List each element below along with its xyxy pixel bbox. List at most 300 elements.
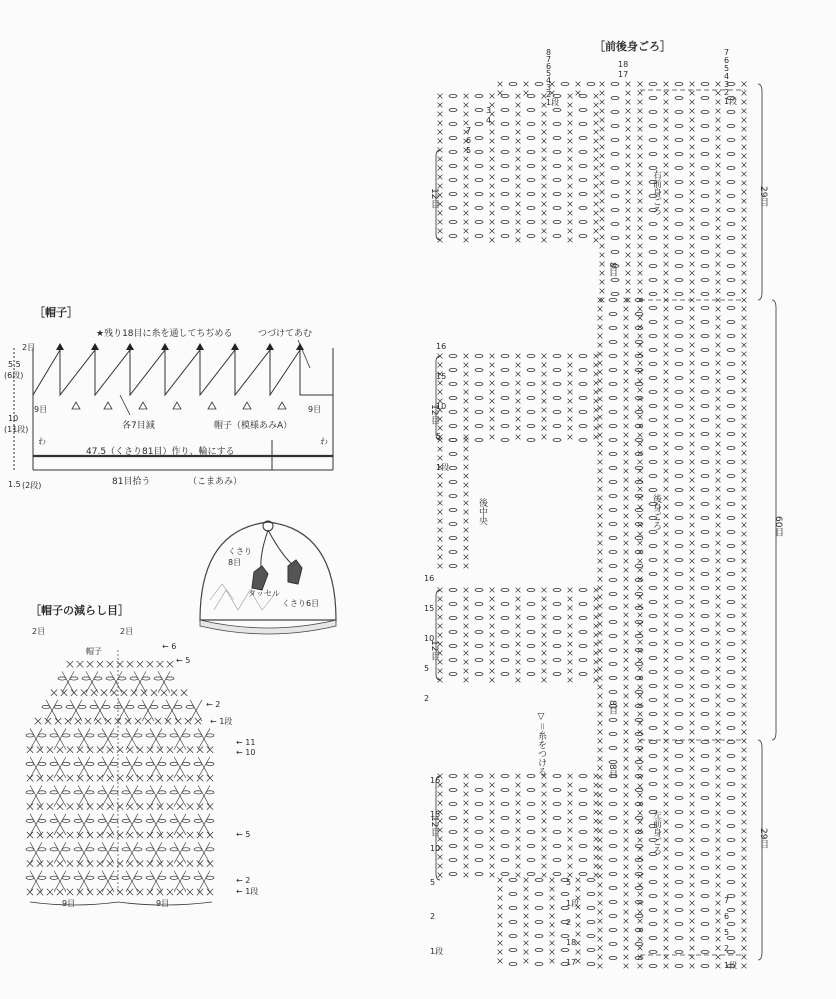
sc-stitch-symbol [516,130,521,135]
chain-stitch-symbol [649,726,657,729]
chain-stitch-symbol [527,396,535,399]
chain-stitch-symbol [579,802,587,805]
sc-stitch-symbol [664,667,669,672]
sc-stitch-symbol [594,828,599,833]
sc-stitch-symbol [550,887,555,892]
left-bottom-row-label: 5 [430,878,436,887]
sc-stitch-symbol [716,433,721,438]
sc-stitch-symbol [490,381,495,386]
chain-stitch-symbol [701,880,709,883]
sc-stitch-symbol [716,217,721,222]
sc-stitch-symbol [690,568,695,573]
sc-stitch-symbol [438,555,443,560]
sc-stitch-symbol [716,82,721,87]
chain-stitch-symbol [701,138,709,141]
sc-stitch-symbol [690,145,695,150]
chain-stitch-symbol [649,656,657,659]
sc-stitch-symbol [626,262,631,267]
sc-stitch-symbol [438,669,443,674]
sc-stitch-symbol [690,577,695,582]
sc-stitch-symbol [542,828,547,833]
sc-stitch-symbol [568,606,573,611]
bottom-center-row-label: 18 [566,938,577,947]
sc-stitch-symbol [438,564,443,569]
sc-stitch-symbol [742,145,747,150]
chain-stitch-symbol [449,136,457,139]
sc-stitch-symbol [600,262,605,267]
chain-stitch-symbol [579,220,587,223]
chain-stitch-symbol [579,206,587,209]
chain-stitch-symbol [475,108,483,111]
sc-stitch-symbol [490,642,495,647]
sc-stitch-symbol [438,157,443,162]
chain-stitch-symbol [727,922,735,925]
sc-stitch-symbol [464,624,469,629]
sc-stitch-symbol [624,505,629,510]
chain-stitch-symbol [449,234,457,237]
chain-stitch-symbol [609,914,617,917]
sc-stitch-symbol [624,910,629,915]
sc-stitch-symbol [690,550,695,555]
sc-stitch-symbol [716,154,721,159]
sc-stitch-symbol [624,694,629,699]
sc-stitch-symbol [716,703,721,708]
chain-stitch-symbol [501,658,509,661]
chain-stitch-symbol [527,220,535,223]
sc-stitch-symbol [626,226,631,231]
sc-stitch-symbol [598,811,603,816]
chain-stitch-symbol [649,418,657,421]
chain-stitch-symbol [553,424,561,427]
chain-stitch-symbol [701,446,709,449]
sc-stitch-symbol [716,586,721,591]
sc-stitch-symbol [438,381,443,386]
sc-stitch-symbol [742,766,747,771]
sc-stitch-symbol [638,892,643,897]
chain-stitch-symbol [527,150,535,153]
chain-stitch-symbol [701,656,709,659]
sc-stitch-symbol [576,914,581,919]
sc-stitch-symbol [716,775,721,780]
sc-stitch-symbol [664,559,669,564]
sc-stitch-symbol [438,363,443,368]
sc-stitch-symbol [638,964,643,969]
sc-stitch-symbol [638,568,643,573]
sc-stitch-symbol [664,280,669,285]
sc-stitch-symbol [600,145,605,150]
chain-stitch-symbol [553,220,561,223]
sc-stitch-symbol [464,211,469,216]
chain-stitch-symbol [553,234,561,237]
chain-stitch-symbol [675,264,683,267]
chain-stitch-symbol [701,306,709,309]
hat-decrease-section-title: ［帽子の減らし目］ [30,604,129,617]
sc-stitch-symbol [638,163,643,168]
sc-stitch-symbol [664,901,669,906]
sc-stitch-symbol [542,202,547,207]
sc-stitch-symbol [638,541,643,546]
sc-stitch-symbol [626,235,631,240]
chain-stitch-symbol [579,192,587,195]
sc-stitch-symbol [716,514,721,519]
chain-stitch-symbol [609,746,617,749]
chain-stitch-symbol [587,948,595,951]
chain-stitch-symbol [527,164,535,167]
left-mid-row-label: 5 [424,664,430,673]
twelve-stitch-brace [436,590,440,680]
sc-stitch-symbol [742,181,747,186]
dim-mid-rows: (11段) [4,425,29,434]
chain-stitch-symbol [727,670,735,673]
sc-stitch-symbol [438,792,443,797]
chain-stitch-symbol [535,948,543,951]
sc-stitch-symbol [568,354,573,359]
chain-stitch-symbol [675,740,683,743]
sc-stitch-symbol [464,546,469,551]
dim-top: 5.5 [8,360,21,369]
sc-stitch-symbol [464,837,469,842]
sc-stitch-symbol [690,325,695,330]
sc-stitch-symbol [638,136,643,141]
sc-stitch-symbol [524,959,529,964]
sc-stitch-symbol [664,208,669,213]
sc-stitch-symbol [490,229,495,234]
sc-stitch-symbol [638,361,643,366]
sc-stitch-symbol [516,184,521,189]
sc-stitch-symbol [542,588,547,593]
row-7-label: 7 [466,126,472,135]
sc-stitch-symbol [624,532,629,537]
sc-stitch-symbol [542,193,547,198]
sc-stitch-symbol [664,874,669,879]
sc-stitch-symbol [742,442,747,447]
sc-stitch-symbol [742,271,747,276]
chain-stitch-symbol [609,578,617,581]
sc-stitch-symbol [438,112,443,117]
chain-stitch-symbol [501,220,509,223]
sc-stitch-symbol [664,829,669,834]
chain-stitch-symbol [727,390,735,393]
chain-stitch-symbol [727,516,735,519]
sc-stitch-symbol [716,901,721,906]
sc-stitch-symbol [464,238,469,243]
sc-stitch-symbol [490,211,495,216]
sc-stitch-symbol [624,685,629,690]
sc-stitch-symbol [638,613,643,618]
chain-stitch-symbol [727,194,735,197]
sc-stitch-symbol [576,887,581,892]
left-top-row-label: 1段 [436,463,450,472]
sc-stitch-symbol [664,109,669,114]
sc-stitch-symbol [576,878,581,883]
left-bottom-row-label: 10 [430,844,441,853]
sc-stitch-symbol [664,388,669,393]
sc-stitch-symbol [664,865,669,870]
sc-stitch-symbol [638,172,643,177]
sc-stitch-symbol [624,784,629,789]
sc-stitch-symbol [638,748,643,753]
sc-stitch-symbol [716,388,721,393]
sc-stitch-symbol [716,559,721,564]
sc-stitch-symbol [542,175,547,180]
sc-stitch-symbol [464,855,469,860]
chain-stitch-symbol [727,628,735,631]
sc-stitch-symbol [742,244,747,249]
left-top-row-label: 15 [436,372,447,381]
sc-stitch-symbol [516,363,521,368]
sc-stitch-symbol [568,828,573,833]
sc-stitch-symbol [598,532,603,537]
sc-stitch-symbol [524,896,529,901]
decrease-row-label: ← 5 [236,830,251,839]
sc-stitch-symbol [598,820,603,825]
chain-stitch-symbol [675,460,683,463]
sc-stitch-symbol [624,847,629,852]
chain-stitch-symbol [501,164,509,167]
sc-stitch-symbol [524,914,529,919]
sc-stitch-symbol [716,262,721,267]
chain-stitch-symbol [475,234,483,237]
top-mid-row-label: 7 [546,55,552,64]
row-4-label: 4 [486,116,492,125]
sc-stitch-symbol [542,139,547,144]
chain-stitch-symbol [727,418,735,421]
sc-stitch-symbol [716,424,721,429]
chain-stitch-symbol [701,558,709,561]
sc-stitch-symbol [716,748,721,753]
sc-stitch-symbol [568,864,573,869]
chain-stitch-symbol [449,644,457,647]
sc-stitch-symbol [490,202,495,207]
sc-stitch-symbol [690,397,695,402]
chain-stitch-symbol [553,588,561,591]
sc-stitch-symbol [624,451,629,456]
chain-stitch-symbol [649,698,657,701]
chain-stitch-symbol [553,658,561,661]
sc-stitch-symbol [490,372,495,377]
sc-stitch-symbol [664,334,669,339]
sc-stitch-symbol [716,334,721,339]
sc-stitch-symbol [598,505,603,510]
sc-stitch-symbol [638,253,643,258]
sc-stitch-symbol [742,847,747,852]
sc-stitch-symbol [594,238,599,243]
chain-stitch-symbol [579,616,587,619]
chain-stitch-symbol [611,180,619,183]
sc-stitch-symbol [516,157,521,162]
sc-stitch-symbol [524,950,529,955]
sc-stitch-symbol [742,451,747,456]
sc-stitch-symbol [716,631,721,636]
sc-stitch-symbol [542,390,547,395]
sc-stitch-symbol [550,923,555,928]
sc-stitch-symbol [742,343,747,348]
chain-stitch-symbol [611,82,619,85]
sc-stitch-symbol [690,370,695,375]
sc-stitch-symbol [626,118,631,123]
sc-stitch-symbol [490,417,495,422]
sc-stitch-symbol [716,316,721,321]
sc-stitch-symbol [464,372,469,377]
chain-stitch-symbol [649,628,657,631]
sc-stitch-symbol [664,397,669,402]
sc-stitch-symbol [638,460,643,465]
right-front-row-label: 4 [724,72,730,81]
sc-stitch-symbol [542,801,547,806]
sc-stitch-symbol [742,622,747,627]
sc-stitch-symbol [664,316,669,321]
sc-stitch-symbol [490,624,495,629]
sc-stitch-symbol [638,307,643,312]
chain-stitch-symbol [475,658,483,661]
chain-stitch-symbol [727,852,735,855]
sc-stitch-symbol [638,388,643,393]
sc-stitch-symbol [664,307,669,312]
sc-stitch-symbol [742,550,747,555]
chain-stitch-symbol [449,802,457,805]
sc-stitch-symbol [498,932,503,937]
sc-stitch-symbol [742,829,747,834]
sc-stitch-symbol [464,501,469,506]
chain-stitch-symbol [675,908,683,911]
sc-stitch-symbol [638,262,643,267]
chain-stitch-symbol [675,292,683,295]
sc-stitch-symbol [716,739,721,744]
sc-stitch-symbol [568,220,573,225]
left-bottom-row-label: 16 [430,776,441,785]
sc-stitch-symbol [624,712,629,717]
sc-stitch-symbol [542,855,547,860]
sc-stitch-symbol [516,112,521,117]
sc-stitch-symbol [598,694,603,699]
chain-stitch-symbol [701,124,709,127]
sc-stitch-symbol [638,190,643,195]
sc-stitch-symbol [742,406,747,411]
sc-stitch-symbol [568,381,573,386]
chain-stitch-symbol [675,544,683,547]
sc-stitch-symbol [598,451,603,456]
chain-stitch-symbol [675,404,683,407]
sc-stitch-symbol [716,352,721,357]
sc-stitch-symbol [638,91,643,96]
sc-stitch-symbol [664,910,669,915]
sc-stitch-symbol [542,184,547,189]
sc-stitch-symbol [594,94,599,99]
chain-stitch-symbol [701,110,709,113]
sc-stitch-symbol [664,343,669,348]
chain-stitch-symbol [649,684,657,687]
chain-stitch-symbol [449,816,457,819]
chain-stitch-symbol [449,438,457,441]
sc-stitch-symbol [716,181,721,186]
sc-stitch-symbol [598,874,603,879]
sc-stitch-symbol [624,361,629,366]
continue-note: つづけてあむ [258,329,313,339]
chain-stitch-symbol [609,564,617,567]
chain-stitch-symbol [609,648,617,651]
sc-stitch-symbol [690,199,695,204]
sc-stitch-symbol [600,271,605,276]
chain-stitch-symbol [649,348,657,351]
sc-stitch-symbol [742,802,747,807]
sc-stitch-symbol [516,873,521,878]
sc-stitch-symbol [664,802,669,807]
sc-stitch-symbol [742,793,747,798]
twelve-label-d: 12目 [429,816,439,837]
sc-stitch-symbol [664,964,669,969]
chain-stitch-symbol [449,564,457,567]
sc-stitch-symbol [464,456,469,461]
chain-stitch-symbol [475,802,483,805]
sc-stitch-symbol [490,819,495,824]
sc-stitch-symbol [638,811,643,816]
sc-stitch-symbol [624,649,629,654]
sc-stitch-symbol [690,910,695,915]
sc-stitch-symbol [716,802,721,807]
chain-stitch-symbol [611,194,619,197]
chain-stitch-symbol [727,110,735,113]
sc-stitch-symbol [626,145,631,150]
sc-stitch-symbol [690,559,695,564]
sc-stitch-symbol [690,892,695,897]
sc-stitch-symbol [716,532,721,537]
sc-stitch-symbol [716,361,721,366]
sc-stitch-symbol [464,783,469,788]
sc-stitch-symbol [742,388,747,393]
sc-stitch-symbol [742,694,747,699]
decrease-row-label: ← 1段 [210,717,233,726]
sc-stitch-symbol [716,919,721,924]
chain-stitch-symbol [701,740,709,743]
chain-stitch-symbol [527,368,535,371]
chain-stitch-symbol [649,894,657,897]
chain-stitch-symbol [609,508,617,511]
chain-stitch-symbol [727,838,735,841]
sc-stitch-symbol [594,801,599,806]
sc-stitch-symbol [716,658,721,663]
sc-stitch-symbol [438,606,443,611]
sc-stitch-symbol [638,154,643,159]
sc-stitch-symbol [690,874,695,879]
chain-stitch-symbol [649,320,657,323]
sc-stitch-symbol [594,819,599,824]
pickup-label: 81目拾う [112,477,151,487]
sc-stitch-symbol [664,928,669,933]
sc-stitch-symbol [598,577,603,582]
sc-stitch-symbol [690,235,695,240]
sc-stitch-symbol [638,334,643,339]
chain-stitch-symbol [675,516,683,519]
sc-stitch-symbol [664,505,669,510]
sc-stitch-symbol [490,184,495,189]
sc-stitch-symbol [598,739,603,744]
chain-stitch-symbol [727,152,735,155]
sc-stitch-symbol [498,91,503,96]
sc-stitch-symbol [516,390,521,395]
sc-stitch-symbol [516,103,521,108]
chain-stitch-symbol [509,920,517,923]
sc-stitch-symbol [600,199,605,204]
chain-stitch-symbol [449,774,457,777]
sc-stitch-symbol [626,163,631,168]
chain-stitch-symbol [701,278,709,281]
sc-stitch-symbol [598,793,603,798]
sc-stitch-symbol [568,417,573,422]
sc-stitch-symbol [664,82,669,87]
chain-stitch-symbol [649,936,657,939]
sc-stitch-symbol [624,730,629,735]
chain-stitch-symbol [553,192,561,195]
